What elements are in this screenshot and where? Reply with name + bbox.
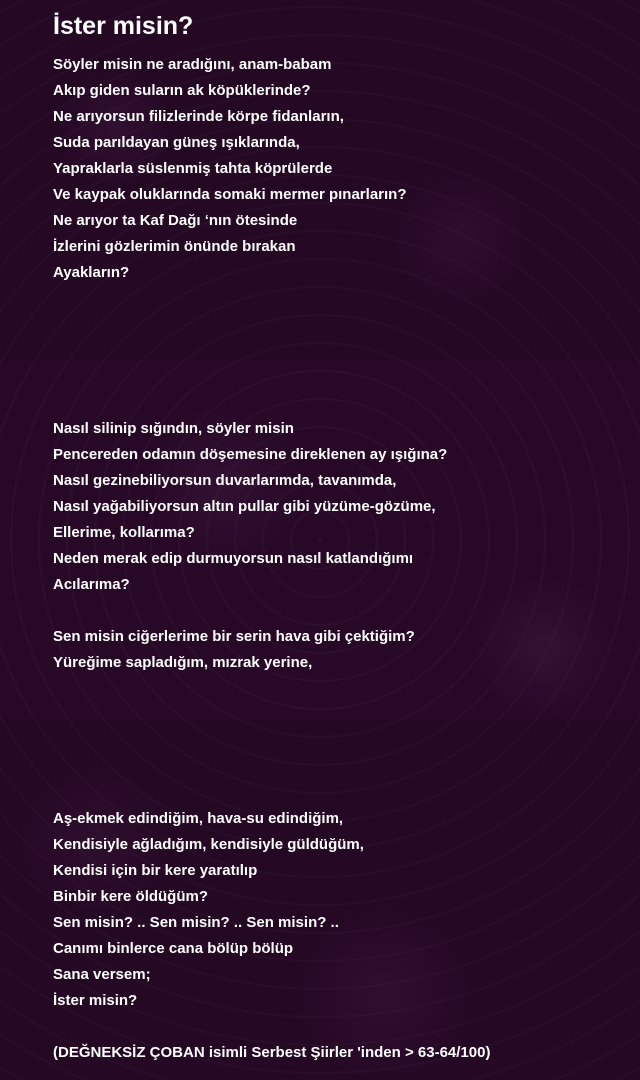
poem-line: Binbir kere öldüğüm?: [53, 888, 209, 905]
poem-line: Söyler misin ne aradığını, anam-babam: [53, 56, 332, 73]
stanza-2: [53, 416, 623, 598]
poem-source: (DEĞNEKSİZ ÇOBAN isimli Serbest Şiirler 'inden > 63-64/100): [53, 1044, 491, 1061]
stanza-gap: [53, 598, 623, 624]
poem-title: İster misin?: [53, 12, 194, 40]
poem-line: Kendisiyle ağladığım, kendisiyle güldüğüm,: [53, 836, 364, 853]
stanza-gap: [53, 676, 623, 806]
poem-line: Nasıl gezinebiliyorsun duvarlarımda, tavanımda,: [53, 472, 397, 489]
poem-line: Ellerime, kollarıma?: [53, 524, 195, 541]
poem-line: Sen misin? .. Sen misin? .. Sen misin? ..: [53, 914, 339, 931]
poem-line: Akıp giden suların ak köpüklerinde?: [53, 82, 311, 99]
poem-line: Pencereden odamın döşemesine direklenen ay ışığına?: [53, 446, 448, 463]
poem-line: Ne arıyorsun filizlerinde körpe fidanların,: [53, 108, 344, 125]
poem-line: Canımı binlerce cana bölüp bölüp: [53, 940, 294, 957]
poem-line: Suda parıldayan güneş ışıklarında,: [53, 134, 300, 151]
poem-line: İster misin?: [53, 992, 138, 1009]
stanza-1: [53, 52, 623, 286]
poem-line: Nasıl yağabiliyorsun altın pullar gibi yüzüme-gözüme,: [53, 498, 436, 515]
poem-line: Yüreğime sapladığım, mızrak yerine,: [53, 654, 313, 671]
poem-line: Ve kaypak oluklarında somaki mermer pınarların?: [53, 186, 407, 203]
poem-line: Acılarıma?: [53, 576, 130, 593]
poem-line: Kendisi için bir kere yaratılıp: [53, 862, 258, 879]
stanza-gap: [53, 286, 623, 416]
poem-line: İzlerini gözlerimin önünde bırakan: [53, 238, 296, 255]
poem-line: Ne arıyor ta Kaf Dağı ‘nın ötesinde: [53, 212, 298, 229]
stanza-4: [53, 806, 623, 1014]
stanza-3: [53, 624, 623, 676]
poem-line: Ayakların?: [53, 264, 130, 281]
poem-line: Yapraklarla süslenmiş tahta köprülerde: [53, 160, 333, 177]
poem-line: Nasıl silinip sığındın, söyler misin: [53, 420, 294, 437]
poem-line: Aş-ekmek edindiğim, hava-su edindiğim,: [53, 810, 344, 827]
poem-line: Sana versem;: [53, 966, 151, 983]
poem-line: Neden merak edip durmuyorsun nasıl katlandığımı: [53, 550, 414, 567]
poem-line: Sen misin ciğerlerime bir serin hava gibi çektiğim?: [53, 628, 415, 645]
poem-container: [53, 8, 623, 1066]
